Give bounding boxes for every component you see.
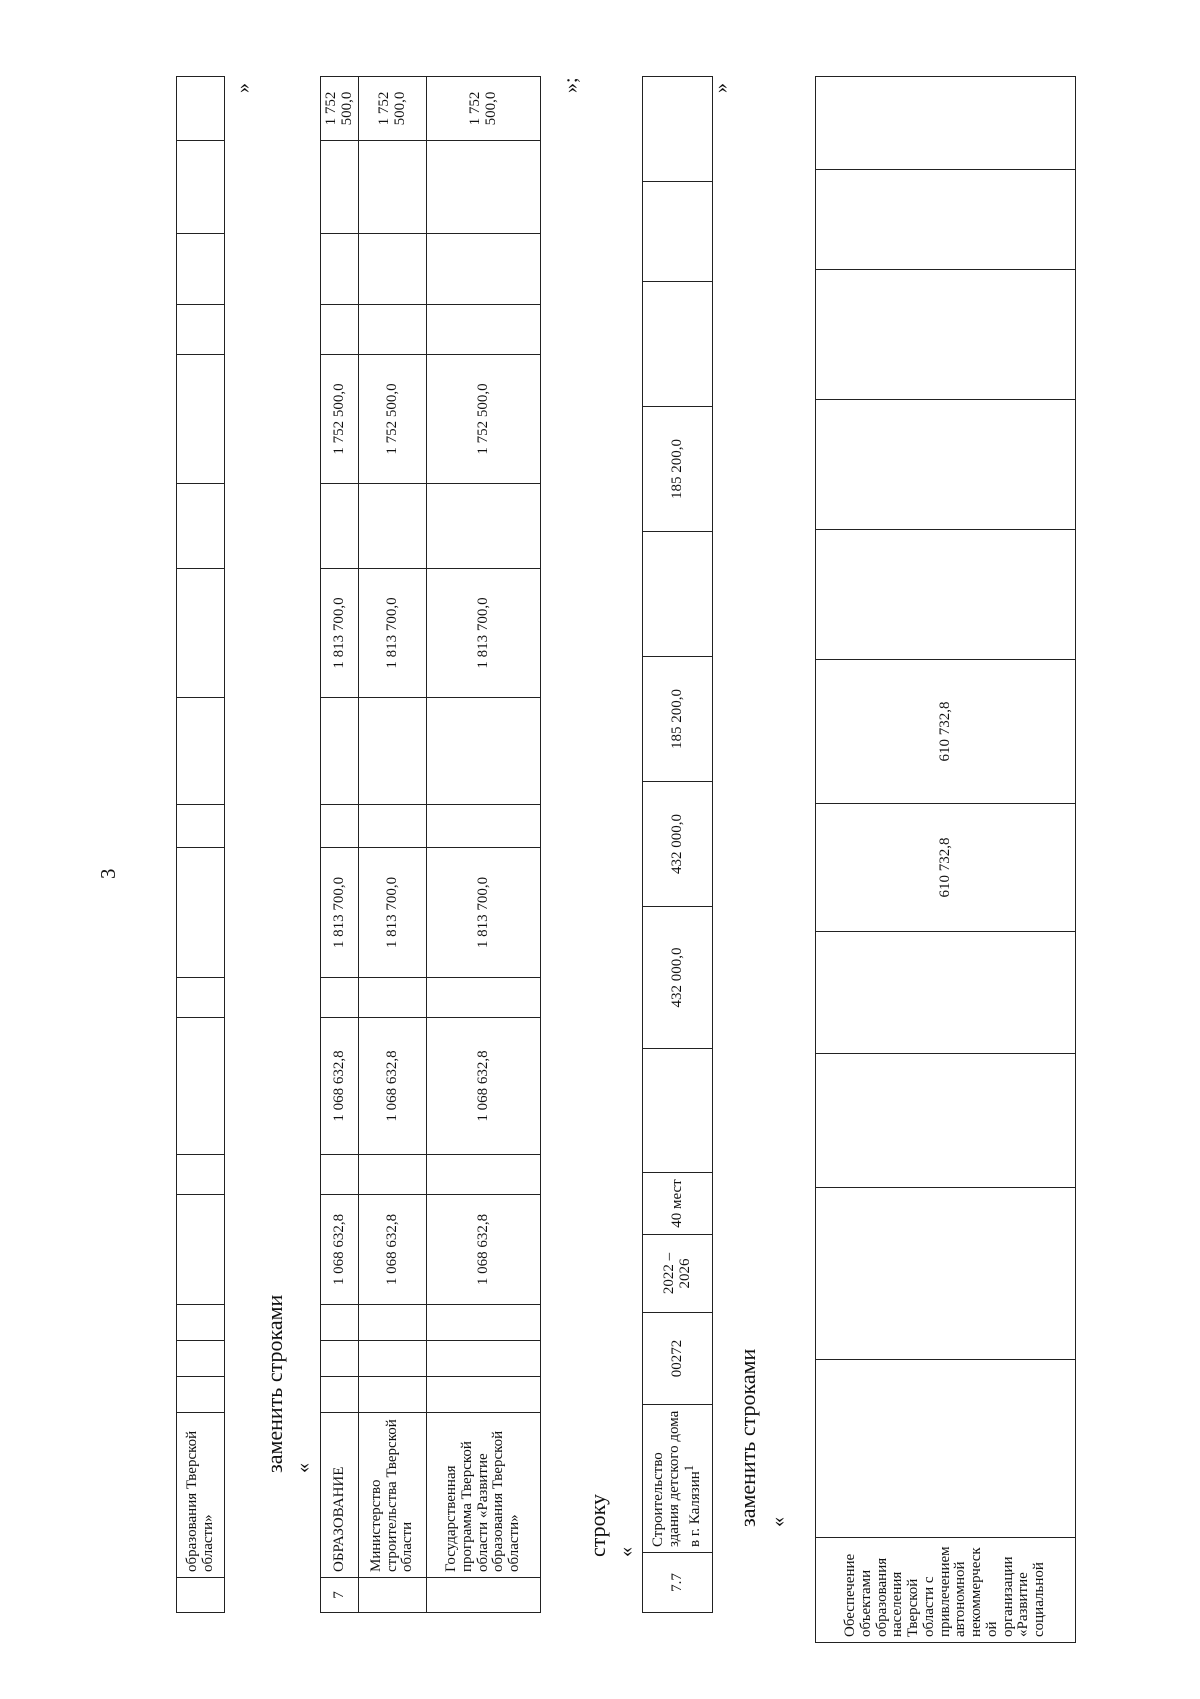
cell-name: образования Тверской области» bbox=[177, 1413, 225, 1578]
value-2023: 1 813 700,0 bbox=[427, 848, 541, 978]
table-row bbox=[643, 77, 713, 1613]
table-social-infrastructure bbox=[815, 76, 1076, 1643]
opening-quote-3: « bbox=[767, 1517, 789, 1527]
label-replace-rows-2: заменить строками bbox=[735, 1348, 760, 1527]
value-2023: 610 732,8 bbox=[816, 660, 1076, 804]
row-num: 7 bbox=[321, 1578, 359, 1613]
value-2024: 1 813 700,0 bbox=[427, 569, 541, 698]
closing-quote-1: » bbox=[232, 83, 254, 93]
row-num: 7.7 bbox=[643, 1553, 713, 1613]
value-total: 1 068 632,8 bbox=[359, 1195, 427, 1305]
value-2026: 1 752 500,0 bbox=[427, 77, 541, 141]
table-row bbox=[816, 77, 1076, 1643]
row-code: 00272 bbox=[643, 1313, 713, 1405]
closing-quote-3: » bbox=[710, 83, 732, 93]
footnote-mark: 1 bbox=[681, 1464, 696, 1472]
value-2024: 1 813 700,0 bbox=[321, 569, 359, 698]
value-2022: 1 068 632,8 bbox=[427, 1018, 541, 1155]
table-education bbox=[320, 76, 541, 1613]
row-name-text: Строительство здания детского дома в г. Калязин bbox=[650, 1410, 703, 1547]
value-2022: 432 000,0 bbox=[643, 907, 713, 1049]
value-2024: 1 813 700,0 bbox=[359, 569, 427, 698]
value-2023: 432 000,0 bbox=[643, 782, 713, 907]
cell-num bbox=[177, 1578, 225, 1613]
value-2025: 185 200,0 bbox=[643, 407, 713, 532]
opening-quote-2: « bbox=[615, 1547, 637, 1557]
value-2024: 185 200,0 bbox=[643, 657, 713, 782]
value-2026: 1 752 500,0 bbox=[359, 77, 427, 141]
row-capacity: 40 мест bbox=[643, 1173, 713, 1235]
row-name: ОБРАЗОВАНИЕ bbox=[321, 1413, 359, 1578]
opening-quote-1: « bbox=[292, 1463, 314, 1473]
row-name bbox=[643, 1405, 713, 1553]
row-name: Министерство строительства Тверской области bbox=[359, 1413, 427, 1578]
value-total: 1 068 632,8 bbox=[427, 1195, 541, 1305]
label-row: строку bbox=[585, 1493, 610, 1557]
page-number: 3 bbox=[96, 868, 120, 879]
value-2022: 610 732,8 bbox=[816, 804, 1076, 932]
table-row bbox=[359, 77, 427, 1613]
value-2023: 1 813 700,0 bbox=[359, 848, 427, 978]
label-replace-rows: заменить строками bbox=[262, 1294, 287, 1473]
value-total: 1 068 632,8 bbox=[321, 1195, 359, 1305]
row-name: Государственная программа Тверской области «Развитие образования Тверской области» bbox=[427, 1413, 541, 1578]
table-row bbox=[321, 77, 359, 1613]
closing-quote-2: »; bbox=[560, 77, 582, 93]
table-prev-row bbox=[176, 76, 225, 1613]
value-2026: 1 752 500,0 bbox=[321, 77, 359, 141]
value-2022: 1 068 632,8 bbox=[359, 1018, 427, 1155]
table-project-7-7 bbox=[642, 76, 713, 1613]
row-name: Обеспечение объектами образования населения Тверской области с привлечением автономной некоммерческой организации «Развитие социальной bbox=[816, 1538, 1076, 1643]
table-row bbox=[427, 77, 541, 1613]
value-2023: 1 813 700,0 bbox=[321, 848, 359, 978]
value-2025: 1 752 500,0 bbox=[427, 355, 541, 484]
value-2025: 1 752 500,0 bbox=[321, 355, 359, 484]
value-2025: 1 752 500,0 bbox=[359, 355, 427, 484]
row-period: 2022 – 2026 bbox=[643, 1235, 713, 1313]
value-2022: 1 068 632,8 bbox=[321, 1018, 359, 1155]
